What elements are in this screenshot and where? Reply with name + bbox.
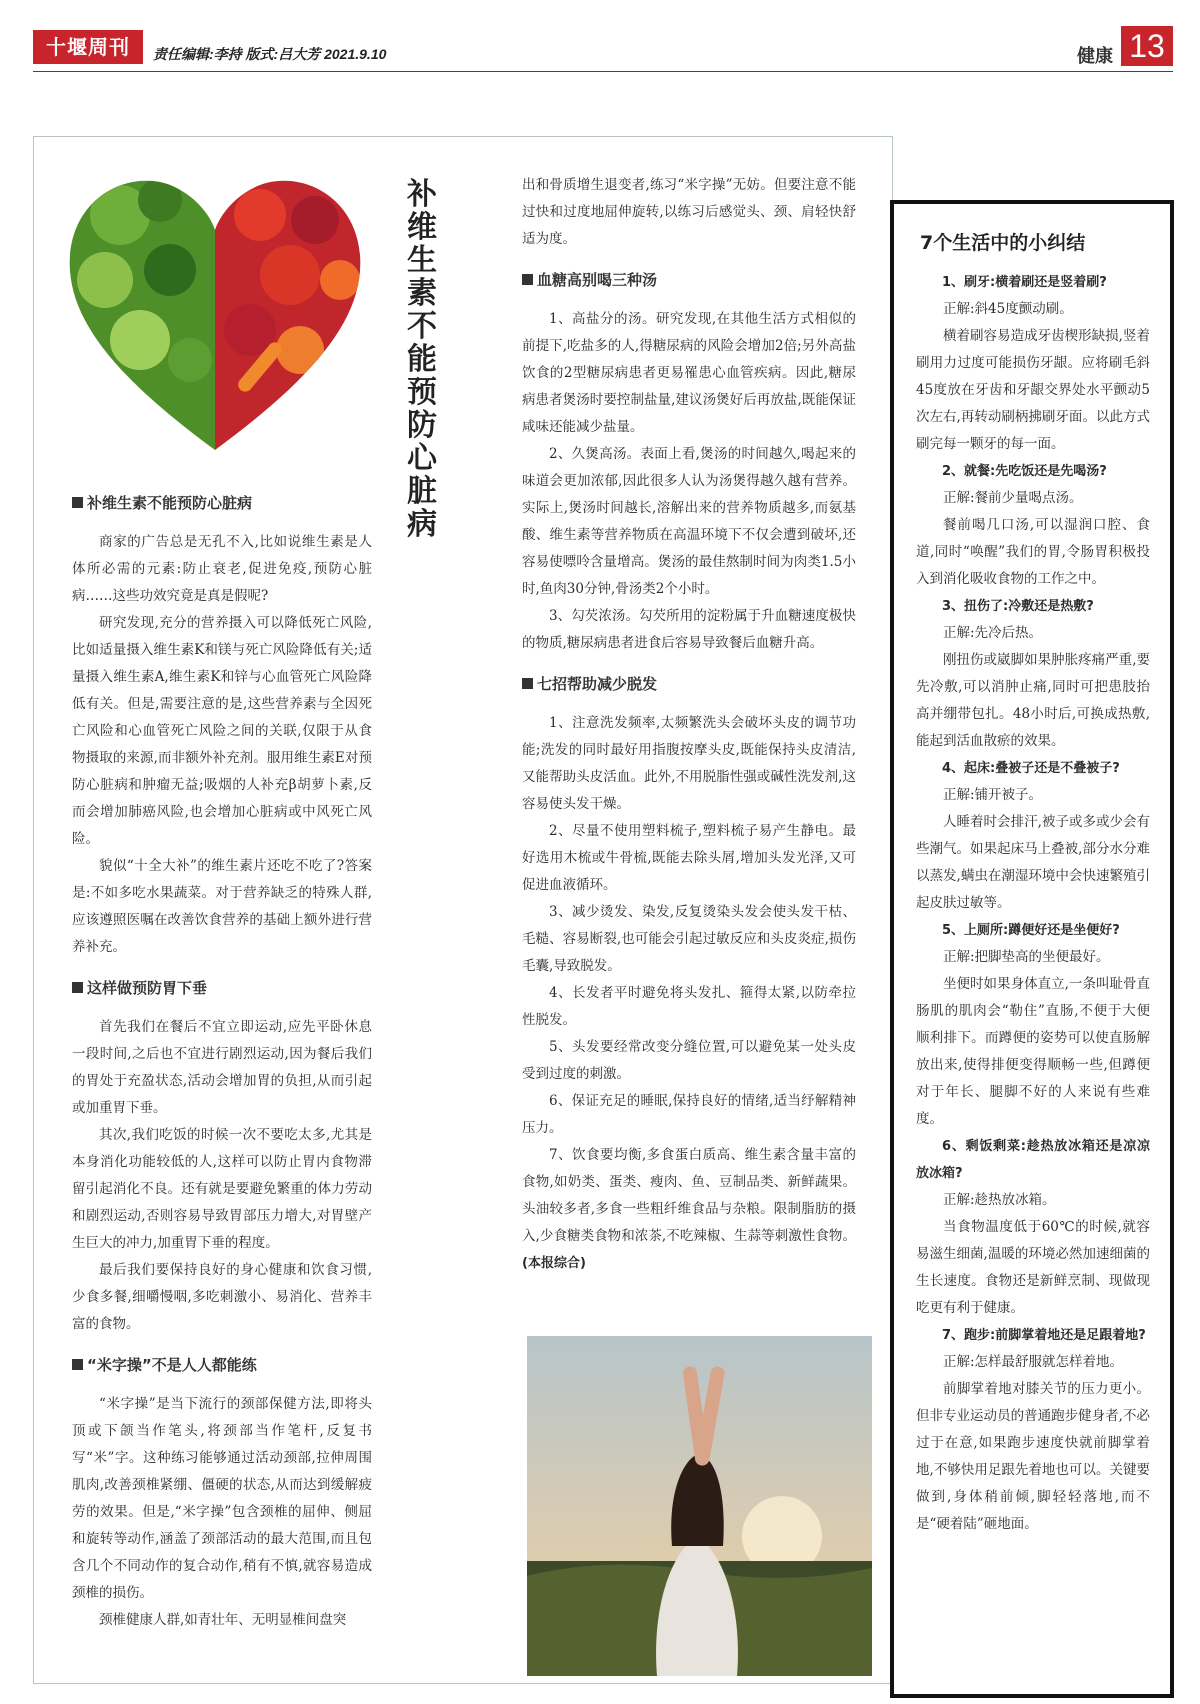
subheading: “米字操”不是人人都能练 bbox=[72, 1352, 372, 1379]
paragraph: “米字操”是当下流行的颈部保健方法,即将头顶或下颌当作笔头,将颈部当作笔杆,反复书写“米”字。这种练习能够通过活动颈部,拉伸周围肌肉,改善颈椎紧绷、僵硬的状态,从而达到缓解疲劳的效果。但是,“米字操”包含颈椎的屈伸、侧屈和旋转等动作,涵盖了颈部活动的最大范围,而且包含几个不同动作的复合动作,稍有不慎,就容易造成颈椎的损伤。 bbox=[72, 1396, 372, 1601]
paragraph: 横着刷容易造成牙齿楔形缺损,竖着刷用力过度可能损伤牙龈。应将刷毛斜45度放在牙齿和牙龈交界处水平颤动5次左右,再转动刷柄拂刷牙面。以此方式刷完每一颗牙的每一面。 bbox=[916, 328, 1150, 452]
paragraph: 前脚掌着地对膝关节的压力更小。但非专业运动员的普通跑步健身者,不必过于在意,如果跑步速度快就前脚掌着地,不够快用足跟先着地也可以。关键要做到,身体稍前倾,脚轻轻落地,而不是“硬着陆”砸地面。 bbox=[916, 1381, 1150, 1532]
paragraph: 其次,我们吃饭的时候一次不要吃太多,尤其是本身消化功能较低的人,这样可以防止胃内食物滞留引起消化不良。还有就是要避免繁重的体力劳动和剧烈运动,否则容易导致胃部压力增大,对胃壁产生巨大的冲力,加重胃下垂的程度。 bbox=[72, 1127, 372, 1251]
paragraph: 3、减少烫发、染发,反复烫染头发会使头发干枯、毛糙、容易断裂,也可能会引起过敏反应和头皮炎症,损伤毛囊,导致脱发。 bbox=[522, 904, 856, 974]
paragraph: 最后我们要保持良好的身心健康和饮食习惯,少食多餐,细嚼慢咽,多吃刺激小、易消化、营养丰富的食物。 bbox=[72, 1262, 372, 1332]
left-column bbox=[72, 476, 372, 1634]
question: 6、剩饭剩菜:趁热放冰箱还是凉凉放冰箱? bbox=[916, 1139, 1150, 1181]
square-bullet-icon bbox=[522, 274, 533, 285]
vegetable-heart-image bbox=[60, 160, 370, 460]
question: 2、就餐:先吃饭还是先喝汤? bbox=[942, 464, 1107, 479]
editor-line: 责任编辑:李持 版式:吕大芳 2021.9.10 bbox=[153, 46, 387, 62]
paragraph: 7、饮食要均衡,多食蛋白质高、维生素含量丰富的食物,如奶类、蛋类、瘦肉、鱼、豆制品类、新鲜蔬果。头油较多者,多食一些粗纤维食品与杂粮。限制脂肪的摄入,少食糖类食物和浓茶,不吃辣椒、生蒜等刺激性食物。 (本报综合) bbox=[522, 1147, 856, 1271]
paragraph: 2、尽量不使用塑料梳子,塑料梳子易产生静电。最好选用木梳或牛骨梳,既能去除头屑,增加头发光泽,又可促进血液循环。 bbox=[522, 823, 856, 893]
paragraph: 餐前喝几口汤,可以湿润口腔、食道,同时“唤醒”我们的胃,令肠胃积极投入到消化吸收食物的工作之中。 bbox=[916, 517, 1150, 587]
paragraph: 颈椎健康人群,如青壮年、无明显椎间盘突 bbox=[99, 1612, 347, 1628]
paragraph: 1、注意洗发频率,太频繁洗头会破坏头皮的调节功能;洗发的同时最好用指腹按摩头皮,既能保持头皮清洁,又能帮助头皮活血。此外,不用脱脂性强或碱性洗发剂,这容易使头发干燥。 bbox=[522, 715, 856, 812]
answer: 正解:餐前少量喝点汤。 bbox=[943, 490, 1083, 506]
sidebar-text bbox=[894, 269, 1170, 1538]
subheading: 这样做预防胃下垂 bbox=[72, 975, 372, 1002]
masthead bbox=[33, 26, 1173, 72]
question: 4、起床:叠被子还是不叠被子? bbox=[942, 761, 1120, 776]
sidebar-title: 7个生活中的小纠结 bbox=[920, 232, 1086, 254]
paragraph: 刚扭伤或崴脚如果肿胀疼痛严重,要先冷敷,可以消肿止痛,同时可把患肢抬高并绷带包扎。48小时后,可换成热敷,能起到活血散瘀的效果。 bbox=[916, 652, 1150, 749]
paragraph: 5、头发要经常改变分缝位置,可以避免某一处头皮受到过度的刺激。 bbox=[522, 1039, 856, 1082]
paragraph: 出和骨质增生退变者,练习“米字操”无妨。但要注意不能过快和过度地屈伸旋转,以练习后感觉头、颈、肩轻快舒适为度。 bbox=[522, 177, 856, 247]
answer: 正解:怎样最舒服就怎样着地。 bbox=[943, 1354, 1124, 1370]
question: 5、上厕所:蹲便好还是坐便好? bbox=[942, 923, 1120, 938]
section-name: 健康 bbox=[1077, 46, 1113, 67]
paragraph: 4、长发者平时避免将头发扎、箍得太紧,以防牵拉性脱发。 bbox=[522, 985, 856, 1028]
question: 7、跑步:前脚掌着地还是足跟着地? bbox=[942, 1328, 1146, 1343]
question: 1、刷牙:横着刷还是竖着刷? bbox=[942, 275, 1107, 290]
main-headline: 补维生素不能预防心脏病 bbox=[407, 177, 437, 542]
paragraph: 6、保证充足的睡眠,保持良好的情绪,适当纾解精神压力。 bbox=[522, 1093, 856, 1136]
answer: 正解:铺开被子。 bbox=[943, 787, 1043, 803]
paragraph: 当食物温度低于60℃的时候,就容易滋生细菌,温暖的环境必然加速细菌的生长速度。食物还是新鲜烹制、现做现吃更有利于健康。 bbox=[916, 1219, 1150, 1316]
paragraph: 貌似“十全大补”的维生素片还吃不吃了?答案是:不如多吃水果蔬菜。对于营养缺乏的特殊人群,应该遵照医嘱在改善饮食营养的基础上额外进行营养补充。 bbox=[72, 858, 372, 955]
answer: 正解:先冷后热。 bbox=[943, 625, 1043, 641]
paragraph: 商家的广告总是无孔不入,比如说维生素是人体所必需的元素:防止衰老,促进免疫,预防心脏病……这些功效究竟是真是假呢? bbox=[72, 534, 372, 604]
answer: 正解:趁热放冰箱。 bbox=[943, 1192, 1056, 1208]
question: 3、扭伤了:冷敷还是热敷? bbox=[942, 599, 1094, 614]
sidebar-box bbox=[890, 200, 1174, 1698]
page-number: 13 bbox=[1121, 26, 1173, 66]
subheading: 补维生素不能预防心脏病 bbox=[72, 490, 372, 517]
answer: 正解:把脚垫高的坐便最好。 bbox=[943, 949, 1110, 965]
answer: 正解:斜45度颤动刷。 bbox=[943, 301, 1073, 317]
paragraph: 人睡着时会排汗,被子或多或少会有些潮气。如果起床马上叠被,部分水分难以蒸发,螨虫在潮湿环境中会快速繁殖引起皮肤过敏等。 bbox=[916, 814, 1150, 911]
square-bullet-icon bbox=[72, 497, 83, 508]
paragraph: 2、久煲高汤。表面上看,煲汤的时间越久,喝起来的味道会更加浓郁,因此很多人认为汤煲得越久越有营养。实际上,煲汤时间越长,溶解出来的营养物质越多,而氨基酸、维生素等营养物质在高温环境下不仅会遭到破坏,还容易使嘌呤含量增高。煲汤的最佳熬制时间为肉类1.5小时,鱼肉30分钟,骨汤类2个小时。 bbox=[522, 446, 856, 597]
paragraph: 研究发现,充分的营养摄入可以降低死亡风险,比如适量摄入维生素K和镁与死亡风险降低有关;适量摄入维生素A,维生素K和锌与心血管死亡风险降低有关。但是,需要注意的是,这些营养素与全因死亡风险和心血管死亡风险之间的关联,仅限于从食物摄取的来源,而非额外补充剂。服用维生素E对预防心脏病和肿瘤无益;吸烟的人补充β胡萝卜素,反而会增加肺癌风险,也会增加心脏病或中风死亡风险。 bbox=[72, 615, 372, 847]
source-credit: (本报综合) bbox=[522, 1256, 586, 1271]
paragraph: 1、高盐分的汤。研究发现,在其他生活方式相似的前提下,吃盐多的人,得糖尿病的风险会增加2倍;另外高盐饮食的2型糖尿病患者更易罹患心血管疾病。因此,糖尿病患者煲汤时要控制盐量,建议汤煲好后再放盐,既能保证咸味还能减少盐量。 bbox=[522, 311, 856, 435]
square-bullet-icon bbox=[522, 678, 533, 689]
square-bullet-icon bbox=[72, 982, 83, 993]
subheading: 血糖高别喝三种汤 bbox=[522, 267, 856, 294]
paragraph: 3、勾芡浓汤。勾芡所用的淀粉属于升血糖速度极快的物质,糖尿病患者进食后容易导致餐后血糖升高。 bbox=[522, 608, 856, 651]
woman-sunflower-field-photo bbox=[527, 1336, 872, 1676]
paragraph: 首先我们在餐后不宜立即运动,应先平卧休息一段时间,之后也不宜进行剧烈运动,因为餐后我们的胃处于充盈状态,活动会增加胃的负担,从而引起或加重胃下垂。 bbox=[72, 1019, 372, 1116]
newspaper-logo: 十堰周刊 bbox=[33, 30, 143, 64]
subheading: 七招帮助减少脱发 bbox=[522, 671, 856, 698]
square-bullet-icon bbox=[72, 1359, 83, 1370]
middle-column bbox=[522, 172, 856, 1277]
paragraph: 坐便时如果身体直立,一条叫耻骨直肠肌的肌肉会“勒住”直肠,不便于大便顺利排下。而蹲便的姿势可以使直肠解放出来,使得排便变得顺畅一些,但蹲便对于年长、腿脚不好的人来说有些难度。 bbox=[916, 976, 1150, 1127]
